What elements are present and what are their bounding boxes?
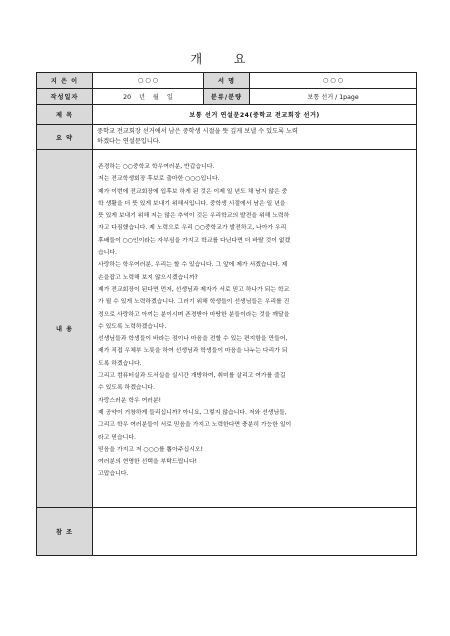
content-row <box>37 150 417 508</box>
content-line: 손을잡고 노력해 보지 않으시겠습니까? <box>98 274 198 281</box>
content-line: 그리고 컴퓨터실과 도서실을 실시간 개방하여, 취미를 살리고 여가를 즐길 <box>98 373 286 380</box>
summary-text <box>93 125 417 150</box>
content-line: 후배들이 ○○인이라는 자부심을 가지고 학교를 다닌다면 더 바랄 것이 없겠 <box>98 237 291 244</box>
content-line: 사랑하는 학우여러분, 우리는 할 수 있습니다. 그 앞에 제가 서겠습니다. 제 <box>98 262 288 269</box>
category-value: 보통 선거 / 1page <box>250 89 417 105</box>
content-line: 선생님들과 학생들이 바라는 점이나 마음을 전할 수 있는 편지함을 만들어, <box>98 336 288 343</box>
content-line: 고맙습니다. <box>98 471 129 478</box>
content-line: 자랑스러운 학우 여러분! <box>98 397 162 404</box>
content-line: 저는 전교학생회장 후보로 출마한 ○○○입니다. <box>98 176 220 183</box>
content-line: 믿음을 가지고 저 ○○○를 뽑아주십시오! <box>98 446 203 453</box>
content-line: 도록 하겠습니다. <box>98 360 142 367</box>
author-label: 지 은 이 <box>37 73 93 89</box>
content-line: 존경하는 ○○중학교 학우여러분, 반갑습니다. <box>98 164 215 170</box>
author-row <box>37 73 417 89</box>
signature-value: ○ ○ ○ <box>250 73 417 89</box>
reference-row <box>37 508 417 556</box>
content-label: 내 용 <box>37 150 93 508</box>
content-line: 수 있도록 하겠습니다. <box>98 385 155 392</box>
date-value: 20 년 월 일 <box>93 89 204 105</box>
content-line: 제 공약이 거창하게 들리십니까? 아니요, 그렇지 않습니다. 저와 선생님들, <box>98 409 287 416</box>
author-value: ○ ○ ○ <box>93 73 204 89</box>
content-line: 습니다. <box>98 250 117 257</box>
content-line: 학 생활을 더 뜻 있게 보내기 위해서입니다. 중학생 시절에서 남은 일 년을 <box>98 200 286 207</box>
subject-row <box>37 105 417 125</box>
content-line: 여러분의 현명한 선택을 부탁드립니다! <box>98 459 198 466</box>
signature-label: 서 명 <box>204 73 250 89</box>
category-label: 분류/분량 <box>204 89 250 105</box>
subject-label: 제 목 <box>37 105 93 125</box>
content-line: 그리고 학우 여러분들이 서로 믿음을 가지고 노력한다면 충분히 가능한 일이 <box>98 422 292 429</box>
content-line: 자고 다짐했습니다. 제 노력으로 우리 ○○중학교가 발전하고, 나아가 우리 <box>98 225 287 232</box>
content-line: 수 있도록 노력하겠습니다. <box>98 323 167 330</box>
summary-row <box>37 125 417 150</box>
content-body <box>93 150 417 508</box>
date-label: 작성일자 <box>37 89 93 105</box>
content-line: 제가 직접 우체부 노릇을 하여 선생님과 학생들이 마음을 나누는 다리가 되 <box>98 348 288 355</box>
content-line: 뜻 있게 보내기 위해 저는 많은 추억이 깃든 우리학교의 발전을 위해 노력하 <box>98 213 290 220</box>
document-title: 개 요 <box>190 52 260 66</box>
content-line: 정으로 사랑하고 아끼는 분이시며 존경받아 마땅한 분들이라는 것을 깨달을 <box>98 311 290 318</box>
content-line: 제가 이번에 전교회장에 입후보 하게 된 것은 이제 일 년도 채 남지 않은 중 <box>98 188 288 195</box>
date-row <box>37 89 417 105</box>
summary-sheet-table <box>36 72 417 556</box>
reference-value <box>93 508 417 556</box>
summary-label: 요 약 <box>37 125 93 150</box>
reference-label: 참 조 <box>37 508 93 556</box>
content-line: 라고 믿습니다. <box>98 434 136 441</box>
summary-line: 하겠다는 연설문입니다. <box>97 138 161 145</box>
content-line: 가 될 수 있게 노력하겠습니다. 그러기 위해 학생들이 선생님들은 우리를 진 <box>98 299 290 306</box>
summary-line: 중학교 전교회장 선거에서 남은 중학생 시절을 뜻 깊게 보낼 수 있도록 노력 <box>97 128 298 135</box>
content-line: 제가 전교회장이 된다면 먼저, 선생님과 제자가 서로 믿고 하나가 되는 학교 <box>98 286 290 293</box>
subject-value: 보통 선거 연설문24(중학교 전교회장 선거) <box>93 105 417 125</box>
